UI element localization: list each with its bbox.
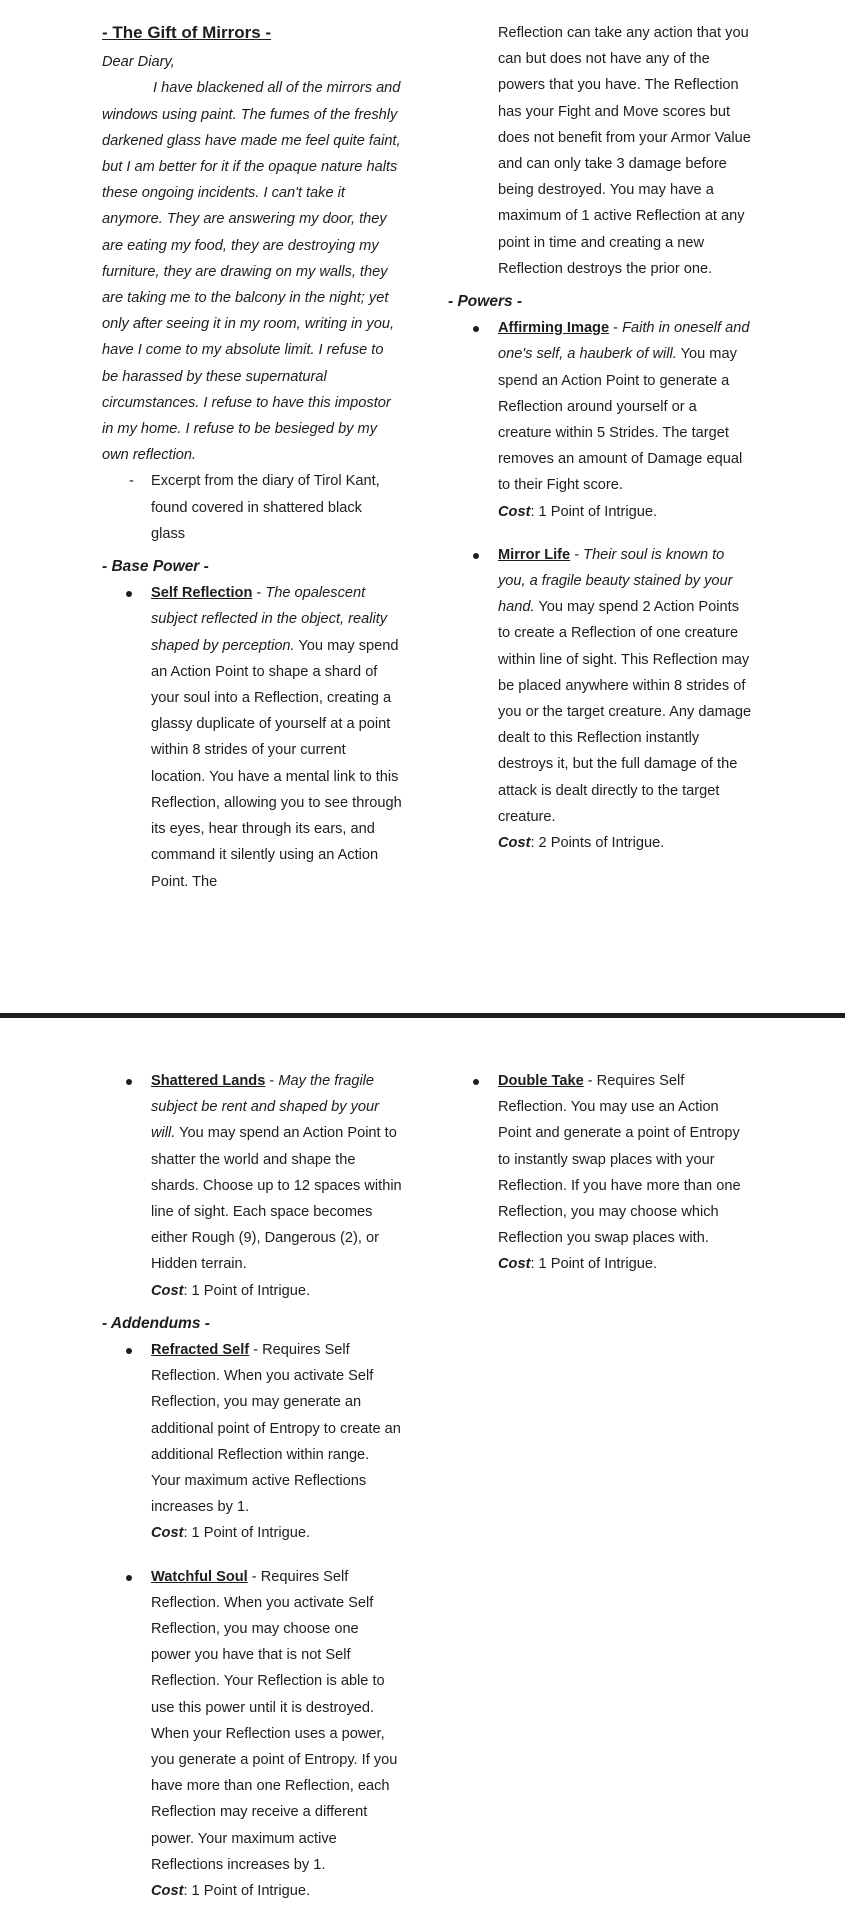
page-title: - The Gift of Mirrors - [102,23,272,42]
self-reflection-name: Self Reflection [151,585,253,602]
affirming-image-separator: - [609,320,623,337]
base-power-heading: - Base Power - [102,558,209,576]
cost-value: : 1 Point of Intrigue. [183,1525,310,1542]
page1-left-column [102,20,402,895]
bullet-icon [126,1079,132,1085]
page2-right-column [448,1068,758,1278]
shattered-lands-flavor: May the fragile subject be rent and shaped by your will. [151,1073,379,1142]
self-reflection-entry [151,580,402,894]
bullet-icon [473,553,479,559]
bullet-icon [473,326,479,332]
cost-label: Cost [151,1282,184,1299]
affirming-image-entry [498,315,754,498]
self-reflection-separator: - [252,585,266,602]
shattered-lands-name: Shattered Lands [151,1073,266,1089]
cost-value: : 1 Point of Intrigue. [183,1282,310,1299]
mirror-life-name: Mirror Life [498,546,571,563]
cost-label: Cost [151,1525,184,1542]
double-take-cost [498,1251,758,1277]
affirming-image-text: You may spend an Action Point to generate a Reflection around yourself or a creature within 5 Strides. The target removes an amount of Damage equal to their Fight score. [498,346,743,494]
diary-entry: I have blackened all of the mirrors and windows using paint. The fumes of the freshly darkened glass have made me feel quite faint, but I am better for it if the opaque nature halts these ongoing incidents. I can't take it anymore. They are answering my door, they are eating my food, they are destroying my furniture, they are drawing on my walls, they are taking me to the balcony in the night; yet only after seeing it in my room, writing in you, have I come to my absolute limit. I refuse to be harassed by these supernatural circumstances. I refuse to have this impostor in my home. I refuse to be besieged by my own reflection. [102,80,401,464]
shattered-lands-cost [151,1278,402,1304]
bullet-icon [126,1575,132,1581]
double-take-entry [498,1068,754,1251]
cost-label: Cost [151,1883,184,1900]
cost-value: : 1 Point of Intrigue. [183,1883,310,1900]
watchful-soul-name: Watchful Soul [151,1568,248,1585]
diary-greeting: Dear Diary, [102,54,175,71]
affirming-image-cost [498,499,758,525]
reflection-continued-text: Reflection can take any action that you can but does not have any of the powers that you have. The Reflection has your Fight and Move scores but does not benefit from your Armor Value and can only take 3 damage before being destroyed. You may have a maximum of 1 active Reflection at any point in time and creating a new Reflection destroys the prior one. [498,25,751,277]
bullet-icon [126,591,132,597]
watchful-soul-cost [151,1878,402,1904]
mirror-life-text: You may spend 2 Action Points to create a Reflection of one creature within line of sight. This Reflection may be placed anywhere within 8 strides of you or the target creature. Any damage dealt to this Reflection instantly destroys it, but the full damage of the attack is dealt directly to the target creature. [498,599,752,825]
excerpt-dash: - [129,473,134,490]
page2-left-column [102,1068,402,1904]
bullet-icon [473,1079,479,1085]
double-take-name: Double Take [498,1073,584,1089]
shattered-lands-text: You may spend an Action Point to shatter the world and shape the shards. Choose up to 12 spaces within line of sight. Each space becomes either Rough (9), Dangerous (2), or Hidden terrain. [151,1125,402,1273]
refracted-self-entry [151,1337,402,1520]
page-divider [0,1013,845,1018]
self-reflection-text: You may spend an Action Point to shape a shard of your soul into a Reflection, creating a glassy duplicate of yourself at a point within 8 strides of your current location. You have a mental link to this Reflection, allowing you to see through its eyes, hear through its ears, and command it silently using an Action Point. The [151,637,402,890]
watchful-soul-entry [151,1564,402,1878]
excerpt-text: Excerpt from the diary of Tirol Kant, found covered in shattered black glass [151,473,380,542]
bullet-icon [126,1348,132,1354]
cost-value: : 1 Point of Intrigue. [530,1256,657,1273]
self-reflection-flavor: The opalescent subject reflected in the object, reality shaped by perception. [151,585,388,654]
mirror-life-cost [498,830,758,856]
cost-value: : 2 Points of Intrigue. [530,835,665,852]
cost-label: Cost [498,1256,531,1273]
double-take-text: - Requires Self Reflection. You may use an Action Point and generate a point of Entropy to instantly swap places with your Reflection. If you have more than one Reflection, you may choose which Reflection you swap places with. [498,1073,741,1247]
watchful-soul-text: - Requires Self Reflection. When you activate Self Reflection, you may choose one power you have that is not Self Reflection. Your Reflection is able to use this power until it is destroyed. When your Reflection uses a power, you generate a point of Entropy. If you have more than one Reflection, each Reflection may receive a different power. Your maximum active Reflections increases by 1. [151,1568,398,1873]
addendums-heading: - Addendums - [102,1314,210,1332]
mirror-life-entry [498,542,754,830]
affirming-image-flavor: Faith in oneself and one's self, a hauberk of will. [498,320,750,363]
cost-label: Cost [498,503,531,520]
affirming-image-name: Affirming Image [498,320,610,337]
cost-label: Cost [498,835,531,852]
shattered-lands-separator: - [265,1073,279,1089]
page1-right-column [448,20,758,856]
mirror-life-separator: - [570,546,584,563]
cost-value: : 1 Point of Intrigue. [530,503,657,520]
excerpt-attribution [129,468,399,547]
refracted-self-cost [151,1520,402,1546]
powers-heading: - Powers - [448,293,523,311]
refracted-self-name: Refracted Self [151,1342,250,1359]
refracted-self-text: - Requires Self Reflection. When you activate Self Reflection, you may generate an additional point of Entropy to create an additional Reflection within range. Your maximum active Reflections increases by 1. [151,1342,401,1516]
mirror-life-flavor: Their soul is known to you, a fragile beauty stained by your hand. [498,546,733,616]
shattered-lands-entry [151,1068,402,1278]
